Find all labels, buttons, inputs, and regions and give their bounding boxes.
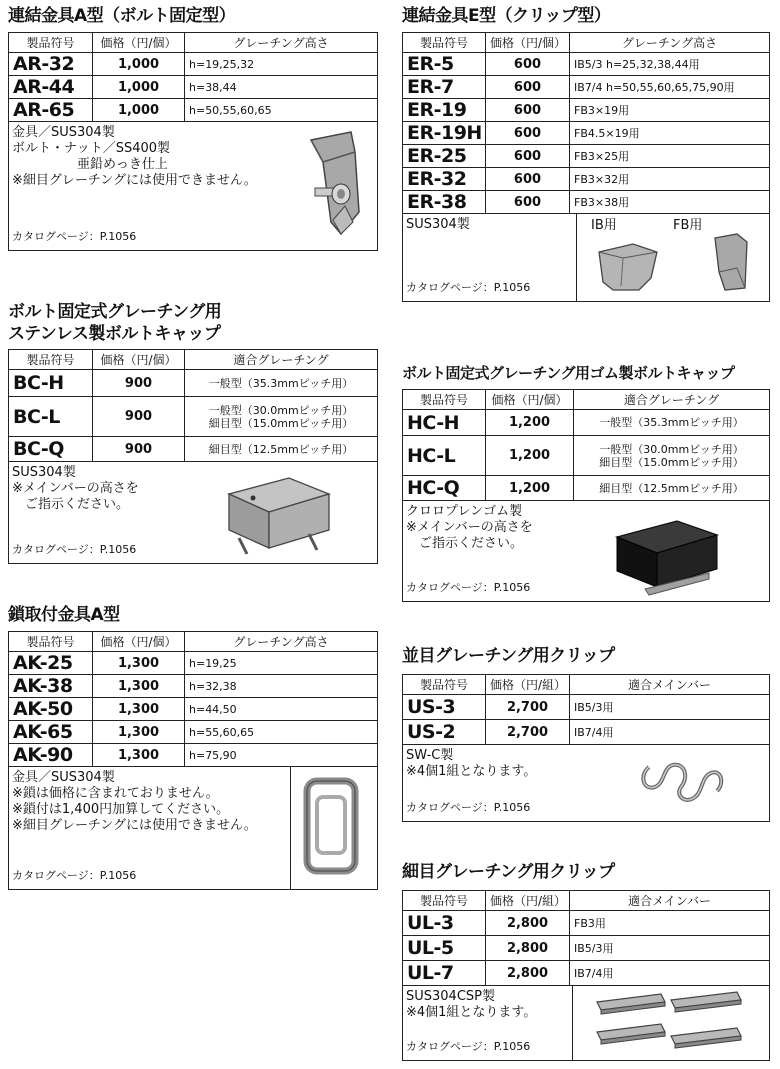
- product-spec: h=50,55,60,65: [185, 99, 378, 122]
- note-text: [12, 125, 257, 189]
- table-row: [9, 675, 378, 698]
- table-header-row: [9, 632, 378, 652]
- note-line: SUS304製: [12, 465, 76, 480]
- product-table: [402, 389, 770, 501]
- product-code: AK-65: [9, 721, 93, 744]
- product-price: 1,300: [93, 652, 185, 675]
- product-spec: FB3×32用: [570, 168, 770, 191]
- header-code: 製品符号: [9, 632, 93, 652]
- table-row: [403, 76, 770, 99]
- header-spec: 適合グレーチング: [185, 350, 378, 370]
- section-title: ボルト固定式グレーチング用ゴム製ボルトキャップ: [402, 364, 735, 382]
- rubber-bolt-cap-icon: [605, 507, 725, 597]
- catalog-page: カタログページ：P.1056: [12, 543, 137, 556]
- header-code: 製品符号: [403, 675, 486, 695]
- note-text: [12, 465, 139, 513]
- product-code: ER-19: [403, 99, 486, 122]
- product-spec: h=19,25,32: [185, 53, 378, 76]
- note-line: ※メインバーの高さを: [12, 481, 139, 496]
- product-spec: FB4.5×19用: [570, 122, 770, 145]
- product-price: 600: [486, 53, 570, 76]
- table-header-row: [9, 33, 378, 53]
- table-row: [403, 911, 770, 936]
- section-ar: [8, 5, 378, 251]
- section-us: [402, 645, 770, 822]
- product-code: ER-25: [403, 145, 486, 168]
- product-spec: 一般型（30.0mmピッチ用） 細目型（15.0mmピッチ用）: [574, 436, 770, 476]
- note-text: [406, 217, 470, 233]
- product-table: [8, 631, 378, 767]
- product-spec: h=55,60,65: [185, 721, 378, 744]
- product-price: 1,000: [93, 76, 185, 99]
- product-spec: 一般型（30.0mmピッチ用） 細目型（15.0mmピッチ用）: [185, 397, 378, 437]
- product-note: [8, 122, 378, 251]
- product-code: BC-H: [9, 370, 93, 397]
- product-spec: 細目型（12.5mmピッチ用）: [574, 476, 770, 501]
- table-header-row: [403, 891, 770, 911]
- product-price: 2,800: [486, 961, 570, 986]
- section-er: [402, 5, 770, 302]
- product-price: 600: [486, 122, 570, 145]
- product-code: US-2: [403, 720, 486, 745]
- table-row: [403, 436, 770, 476]
- table-row: [9, 698, 378, 721]
- note-line: ※メインバーの高さを: [406, 520, 533, 535]
- section-hc: [402, 362, 770, 602]
- product-code: BC-L: [9, 397, 93, 437]
- header-price: 価格（円/組）: [486, 891, 570, 911]
- product-image: [293, 122, 377, 250]
- product-code: AK-38: [9, 675, 93, 698]
- note-line: ※細目グレーチングには使用できません。: [12, 818, 257, 833]
- product-spec: IB7/4 h=50,55,60,65,75,90用: [570, 76, 770, 99]
- table-row: [403, 122, 770, 145]
- product-spec: FB3×25用: [570, 145, 770, 168]
- product-spec: FB3用: [570, 911, 770, 936]
- product-price: 600: [486, 99, 570, 122]
- product-table: [402, 32, 770, 214]
- section-ak: [8, 604, 378, 890]
- product-price: 600: [486, 76, 570, 99]
- product-price: 600: [486, 145, 570, 168]
- header-code: 製品符号: [9, 33, 93, 53]
- note-text: [406, 989, 536, 1021]
- product-code: ER-5: [403, 53, 486, 76]
- header-code: 製品符号: [403, 891, 486, 911]
- header-code: 製品符号: [403, 390, 486, 410]
- table-row: [9, 652, 378, 675]
- table-header-row: [403, 33, 770, 53]
- note-line: ご指示ください。: [406, 536, 524, 551]
- product-price: 1,200: [486, 410, 574, 436]
- product-spec: IB7/4用: [570, 720, 770, 745]
- product-code: ER-19H: [403, 122, 486, 145]
- table-row: [403, 476, 770, 501]
- product-code: ER-7: [403, 76, 486, 99]
- flat-clip-set-icon: [591, 988, 751, 1058]
- product-spec: FB3×38用: [570, 191, 770, 214]
- product-code: US-3: [403, 695, 486, 720]
- table-row: [403, 168, 770, 191]
- product-price: 900: [93, 397, 185, 437]
- product-spec: 一般型（35.3mmピッチ用）: [185, 370, 378, 397]
- product-spec: h=38,44: [185, 76, 378, 99]
- header-price: 価格（円/個）: [93, 632, 185, 652]
- note-line: ※鎖は価格に含まれておりません。: [12, 786, 219, 801]
- header-price: 価格（円/個）: [93, 33, 185, 53]
- product-code: HC-L: [403, 436, 486, 476]
- product-code: AK-50: [9, 698, 93, 721]
- note-line: SW-C製: [406, 748, 454, 763]
- product-price: 1,000: [93, 53, 185, 76]
- product-image: [573, 501, 769, 601]
- product-code: BC-Q: [9, 437, 93, 462]
- catalog-page: カタログページ：P.1056: [406, 581, 531, 594]
- header-spec: 適合グレーチング: [574, 390, 770, 410]
- catalog-page: カタログページ：P.1056: [406, 801, 531, 814]
- product-price: 1,300: [93, 744, 185, 767]
- note-line: SUS304CSP製: [406, 989, 496, 1004]
- section-ul: [402, 861, 770, 1061]
- clip-fb-icon: [707, 232, 757, 294]
- product-code: AR-32: [9, 53, 93, 76]
- note-line: SUS304製: [406, 217, 470, 232]
- table-row: [403, 53, 770, 76]
- product-price: 600: [486, 168, 570, 191]
- table-row: [403, 145, 770, 168]
- chain-bracket-icon: [291, 767, 377, 887]
- product-note: [402, 214, 770, 302]
- section-title: 鎖取付金具A型: [8, 605, 120, 625]
- clip-ib-icon: [593, 238, 663, 294]
- table-row: [403, 961, 770, 986]
- product-spec: 細目型（12.5mmピッチ用）: [185, 437, 378, 462]
- table-row: [403, 99, 770, 122]
- product-table: [402, 674, 770, 745]
- note-line: 金具／SUS304製: [12, 125, 115, 140]
- product-spec: h=19,25: [185, 652, 378, 675]
- product-spec: IB5/3 h=25,32,38,44用: [570, 53, 770, 76]
- product-image: [572, 986, 769, 1060]
- table-header-row: [9, 350, 378, 370]
- table-row: [9, 370, 378, 397]
- product-image: [183, 462, 377, 563]
- header-price: 価格（円/個）: [93, 350, 185, 370]
- section-title: 細目グレーチング用クリップ: [402, 862, 615, 882]
- product-code: HC-H: [403, 410, 486, 436]
- product-note: [8, 767, 378, 890]
- product-code: AK-25: [9, 652, 93, 675]
- table-row: [403, 695, 770, 720]
- product-code: UL-3: [403, 911, 486, 936]
- catalog-page: カタログページ：P.1056: [406, 1040, 531, 1053]
- table-row: [9, 437, 378, 462]
- product-note: [402, 986, 770, 1061]
- table-row: [403, 936, 770, 961]
- section-title: ボルト固定式グレーチング用: [8, 302, 222, 322]
- product-code: ER-38: [403, 191, 486, 214]
- product-spec: h=75,90: [185, 744, 378, 767]
- section-title: 連結金具A型（ボルト固定型）: [8, 6, 236, 26]
- product-table: [8, 32, 378, 122]
- steel-bolt-cap-icon: [219, 468, 339, 558]
- product-spec: IB5/3用: [570, 936, 770, 961]
- table-row: [9, 53, 378, 76]
- wire-clip-icon: [629, 747, 739, 817]
- header-spec: グレーチング高さ: [185, 33, 378, 53]
- note-text: [406, 748, 536, 780]
- table-header-row: [403, 390, 770, 410]
- note-line: クロロプレンゴム製: [406, 504, 523, 519]
- product-code: HC-Q: [403, 476, 486, 501]
- product-price: 1,300: [93, 675, 185, 698]
- product-price: 1,300: [93, 721, 185, 744]
- header-price: 価格（円/組）: [486, 675, 570, 695]
- table-row: [403, 410, 770, 436]
- image-label-fb: FB用: [673, 218, 703, 233]
- product-note: [8, 462, 378, 564]
- product-price: 1,000: [93, 99, 185, 122]
- table-row: [9, 99, 378, 122]
- product-code: AR-65: [9, 99, 93, 122]
- product-price: 1,200: [486, 436, 574, 476]
- product-price: 900: [93, 370, 185, 397]
- note-line: ※細目グレーチングには使用できません。: [12, 173, 257, 188]
- note-text: [12, 770, 257, 834]
- product-code: UL-7: [403, 961, 486, 986]
- bolt-bracket-icon: [293, 122, 377, 248]
- note-line: ※4個1組となります。: [406, 1005, 537, 1020]
- header-price: 価格（円/個）: [486, 390, 574, 410]
- note-line: 亜鉛めっき仕上: [12, 157, 168, 172]
- product-spec: IB7/4用: [570, 961, 770, 986]
- note-line: ※鎖付は1,400円加算してください。: [12, 802, 230, 817]
- product-spec: 一般型（35.3mmピッチ用）: [574, 410, 770, 436]
- note-line: 金具／SUS304製: [12, 770, 115, 785]
- note-line: ご指示ください。: [12, 497, 130, 512]
- header-spec: 適合メインバー: [570, 891, 770, 911]
- product-image: [290, 767, 377, 889]
- table-row: [9, 76, 378, 99]
- header-code: 製品符号: [9, 350, 93, 370]
- image-label-ib: IB用: [591, 218, 617, 233]
- product-price: 600: [486, 191, 570, 214]
- note-text: [406, 504, 533, 552]
- header-price: 価格（円/個）: [486, 33, 570, 53]
- table-row: [403, 191, 770, 214]
- product-code: AR-44: [9, 76, 93, 99]
- product-note: [402, 745, 770, 822]
- product-price: 2,700: [486, 720, 570, 745]
- catalog-page: カタログページ：P.1056: [12, 869, 137, 882]
- catalog-page: カタログページ：P.1056: [406, 281, 531, 294]
- section-title: ステンレス製ボルトキャップ: [8, 324, 221, 344]
- catalog-page: カタログページ：P.1056: [12, 230, 137, 243]
- product-price: 1,300: [93, 698, 185, 721]
- product-spec: IB5/3用: [570, 695, 770, 720]
- table-header-row: [403, 675, 770, 695]
- table-row: [9, 397, 378, 437]
- product-code: ER-32: [403, 168, 486, 191]
- product-note: [402, 501, 770, 602]
- section-title: 連結金具E型（クリップ型）: [402, 6, 611, 26]
- product-table: [402, 890, 770, 986]
- table-row: [9, 744, 378, 767]
- note-line: ※4個1組となります。: [406, 764, 537, 779]
- section-title: 並目グレーチング用クリップ: [402, 646, 615, 666]
- product-spec: h=32,38: [185, 675, 378, 698]
- table-row: [9, 721, 378, 744]
- product-image: [576, 214, 769, 301]
- header-spec: 適合メインバー: [570, 675, 770, 695]
- product-spec: FB3×19用: [570, 99, 770, 122]
- product-price: 2,800: [486, 936, 570, 961]
- header-spec: グレーチング高さ: [570, 33, 770, 53]
- product-image: [559, 745, 769, 821]
- note-line: ボルト・ナット／SS400製: [12, 141, 171, 156]
- header-spec: グレーチング高さ: [185, 632, 378, 652]
- product-price: 2,800: [486, 911, 570, 936]
- product-price: 2,700: [486, 695, 570, 720]
- header-code: 製品符号: [403, 33, 486, 53]
- table-row: [403, 720, 770, 745]
- product-spec: h=44,50: [185, 698, 378, 721]
- product-table: [8, 349, 378, 462]
- product-price: 1,200: [486, 476, 574, 501]
- product-code: UL-5: [403, 936, 486, 961]
- section-bc: [8, 301, 378, 564]
- product-price: 900: [93, 437, 185, 462]
- product-code: AK-90: [9, 744, 93, 767]
